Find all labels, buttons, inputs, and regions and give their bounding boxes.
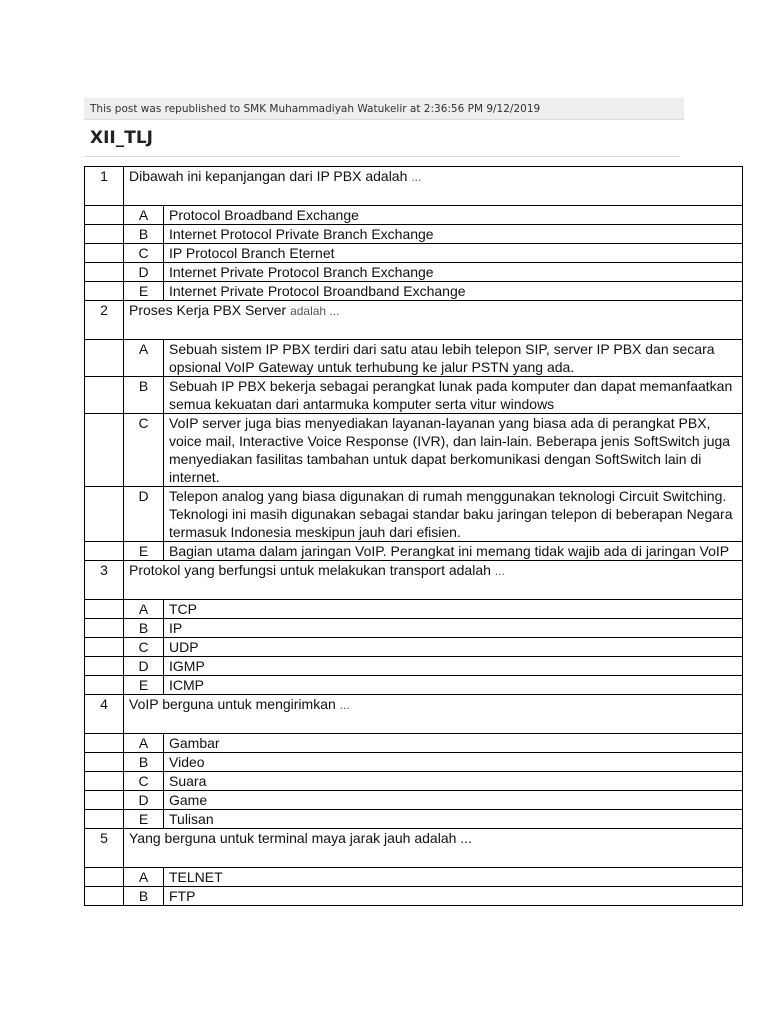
option-row	[85, 753, 743, 772]
option-spacer	[85, 414, 124, 487]
option-text: VoIP server juga bias menyediakan layanan-layanan yang biasa ada di perangkat PBX, voice mail, Interactive Voice Response (IVR), dan lain-lain. Beberapa jenis SoftSwitch juga menyediakan fasilitas tambahan untuk dapat berkomunikasi dengan SoftSwitch lain di internet.	[164, 414, 743, 487]
option-text: Bagian utama dalam jaringan VoIP. Perangkat ini memang tidak wajib ada di jaringan VoIP	[164, 542, 743, 561]
option-row	[85, 600, 743, 619]
option-letter: D	[124, 657, 164, 676]
question-row	[85, 695, 743, 734]
option-letter: C	[124, 638, 164, 657]
question-ellipsis: ...	[339, 698, 350, 712]
question-text	[124, 561, 743, 600]
option-text: IGMP	[164, 657, 743, 676]
option-text: Suara	[164, 772, 743, 791]
option-row	[85, 868, 743, 887]
option-text: Internet Private Protocol Broandband Exchange	[164, 282, 743, 301]
question-text	[124, 695, 743, 734]
option-letter: B	[124, 619, 164, 638]
question-row	[85, 829, 743, 868]
option-spacer	[85, 676, 124, 695]
quiz-table	[84, 166, 743, 906]
page-title: XII_TLJ	[90, 128, 154, 148]
option-row	[85, 206, 743, 225]
option-row	[85, 810, 743, 829]
question-text-main: Proses Kerja PBX Server	[129, 302, 287, 318]
question-text	[124, 301, 743, 340]
option-letter: E	[124, 542, 164, 561]
option-row	[85, 414, 743, 487]
option-spacer	[85, 600, 124, 619]
option-letter: B	[124, 377, 164, 414]
option-letter: C	[124, 244, 164, 263]
option-spacer	[85, 638, 124, 657]
option-text: IP	[164, 619, 743, 638]
option-row	[85, 772, 743, 791]
option-text: IP Protocol Branch Eternet	[164, 244, 743, 263]
option-row	[85, 676, 743, 695]
question-ellipsis: ...	[411, 170, 422, 184]
option-text: UDP	[164, 638, 743, 657]
option-row	[85, 542, 743, 561]
question-row	[85, 167, 743, 206]
option-row	[85, 619, 743, 638]
option-letter: A	[124, 734, 164, 753]
question-ellipsis: adalah ...	[290, 304, 340, 318]
option-letter: A	[124, 868, 164, 887]
republish-banner: This post was republished to SMK Muhammadiyah Watukelir at 2:36:56 PM 9/12/2019	[84, 98, 684, 120]
option-row	[85, 657, 743, 676]
option-row	[85, 887, 743, 906]
option-letter: C	[124, 772, 164, 791]
option-spacer	[85, 225, 124, 244]
option-spacer	[85, 487, 124, 542]
option-text: ICMP	[164, 676, 743, 695]
option-text: TCP	[164, 600, 743, 619]
option-row	[85, 638, 743, 657]
option-letter: D	[124, 791, 164, 810]
question-number: 4	[85, 695, 124, 734]
option-spacer	[85, 206, 124, 225]
option-text: FTP	[164, 887, 743, 906]
option-row	[85, 282, 743, 301]
option-text: Sebuah sistem IP PBX terdiri dari satu atau lebih telepon SIP, server IP PBX dan secara opsional VoIP Gateway untuk terhubung ke jalur PSTN yang ada.	[164, 340, 743, 377]
option-text: Protocol Broadband Exchange	[164, 206, 743, 225]
option-text: Telepon analog yang biasa digunakan di rumah menggunakan teknologi Circuit Switching. Teknologi ini masih digunakan sebagai standar baku jaringan telepon di beberapan Negara termasuk Indonesia meskipun jauh dari efisien.	[164, 487, 743, 542]
question-text	[124, 829, 743, 868]
question-number: 5	[85, 829, 124, 868]
option-text: Internet Protocol Private Branch Exchange	[164, 225, 743, 244]
option-spacer	[85, 734, 124, 753]
option-spacer	[85, 244, 124, 263]
option-row	[85, 377, 743, 414]
question-text	[124, 167, 743, 206]
option-row	[85, 263, 743, 282]
option-spacer	[85, 657, 124, 676]
option-spacer	[85, 753, 124, 772]
option-letter: A	[124, 206, 164, 225]
question-text-main: Yang berguna untuk terminal maya jarak jauh adalah ...	[129, 830, 472, 846]
option-spacer	[85, 542, 124, 561]
question-ellipsis: ...	[494, 564, 505, 578]
option-spacer	[85, 887, 124, 906]
question-row	[85, 301, 743, 340]
question-text-main: Dibawah ini kepanjangan dari IP PBX adalah	[129, 168, 408, 184]
option-letter: D	[124, 487, 164, 542]
option-spacer	[85, 340, 124, 377]
option-letter: A	[124, 340, 164, 377]
option-letter: A	[124, 600, 164, 619]
option-spacer	[85, 791, 124, 810]
option-letter: B	[124, 887, 164, 906]
option-spacer	[85, 282, 124, 301]
option-row	[85, 340, 743, 377]
option-letter: E	[124, 810, 164, 829]
option-spacer	[85, 377, 124, 414]
option-spacer	[85, 263, 124, 282]
option-spacer	[85, 619, 124, 638]
option-spacer	[85, 772, 124, 791]
option-letter: E	[124, 676, 164, 695]
option-row	[85, 791, 743, 810]
question-number: 3	[85, 561, 124, 600]
option-text: Sebuah IP PBX bekerja sebagai perangkat lunak pada komputer dan dapat memanfaatkan semua kekuatan dari antarmuka komputer serta vitur windows	[164, 377, 743, 414]
option-letter: D	[124, 263, 164, 282]
option-row	[85, 244, 743, 263]
option-spacer	[85, 868, 124, 887]
option-text: Game	[164, 791, 743, 810]
option-text: TELNET	[164, 868, 743, 887]
option-spacer	[85, 810, 124, 829]
option-row	[85, 225, 743, 244]
question-text-main: VoIP berguna untuk mengirimkan	[129, 696, 336, 712]
question-number: 1	[85, 167, 124, 206]
question-number: 2	[85, 301, 124, 340]
option-letter: C	[124, 414, 164, 487]
option-text: Gambar	[164, 734, 743, 753]
option-letter: B	[124, 753, 164, 772]
option-letter: E	[124, 282, 164, 301]
option-letter: B	[124, 225, 164, 244]
option-text: Tulisan	[164, 810, 743, 829]
title-divider	[84, 156, 680, 157]
question-text-main: Protokol yang berfungsi untuk melakukan transport adalah	[129, 562, 491, 578]
option-text: Internet Private Protocol Branch Exchange	[164, 263, 743, 282]
question-row	[85, 561, 743, 600]
option-text: Video	[164, 753, 743, 772]
option-row	[85, 734, 743, 753]
option-row	[85, 487, 743, 542]
